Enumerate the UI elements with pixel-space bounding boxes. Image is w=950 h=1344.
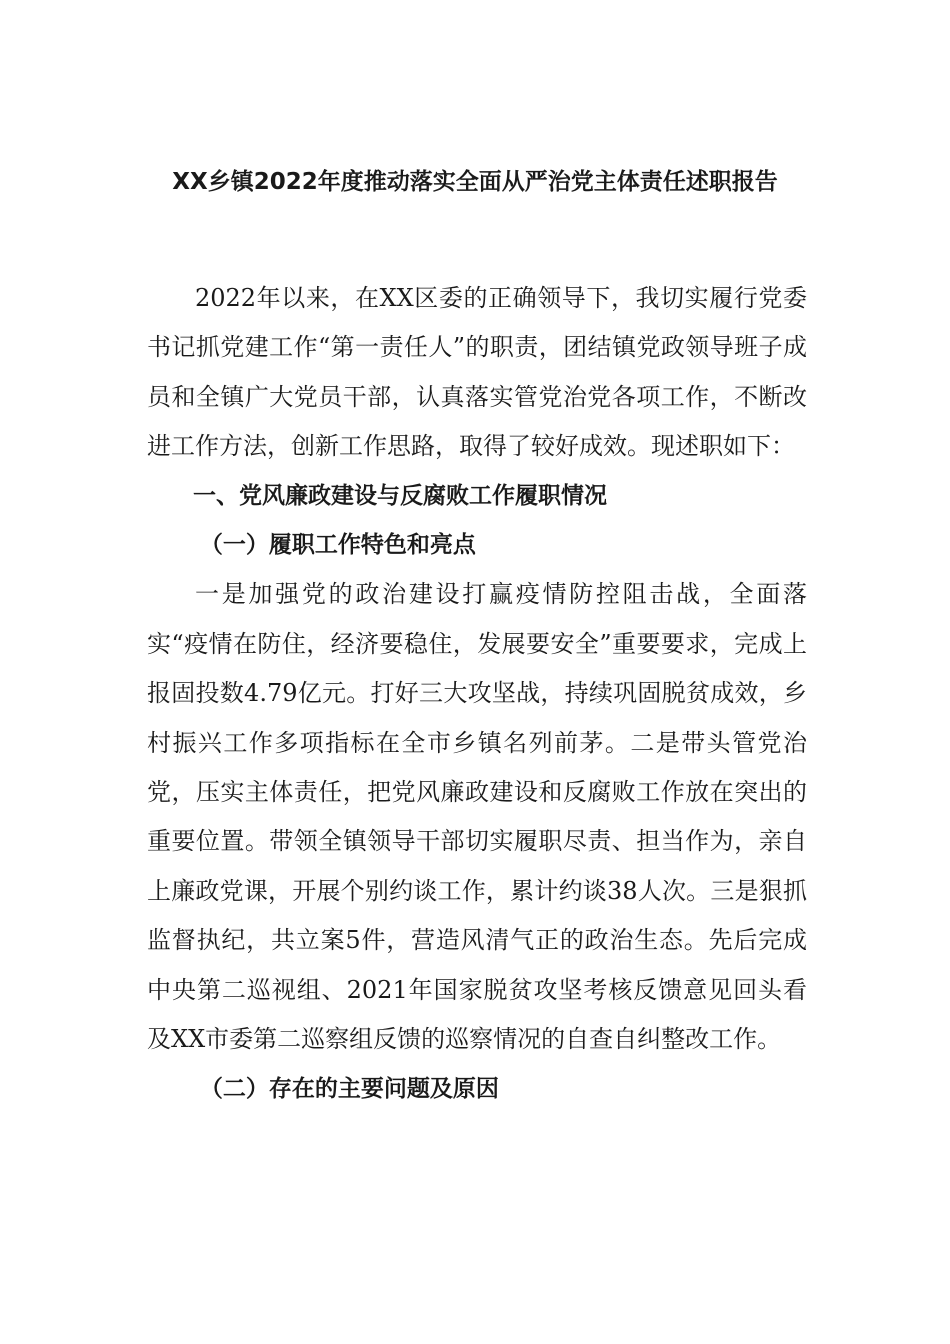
subsection-heading-2: （二）存在的主要问题及原因 — [199, 1075, 499, 1102]
section-heading-1: 一、党风廉政建设与反腐败工作履职情况 — [193, 482, 607, 509]
document-title: XX乡镇2022年度推动落实全面从严治党主体责任述职报告 — [172, 169, 778, 195]
document-body — [147, 274, 807, 1114]
intro-paragraph: 2022年以来，在XX区委的正确领导下，我切实履行党委书记抓党建工作“第一责任人”的职责，团结镇党政领导班子成员和全镇广大党员干部，认真落实管党治党各项工作，不断改进工作方法，创新工作思路，取得了较好成效。现述职如下： — [147, 284, 807, 461]
subsection-paragraph-1: 一是加强党的政治建设打赢疫情防控阻击战，全面落实“疫情在防住，经济要稳住，发展要安全”重要要求，完成上报固投数4.79亿元。打好三大攻坚战，持续巩固脱贫成效，乡村振兴工作多项指标在全市乡镇名列前茅。二是带头管党治党，压实主体责任，把党风廉政建设和反腐败工作放在突出的重要位置。带领全镇领导干部切实履职尽责、担当作为，亲自上廉政党课，开展个别约谈工作，累计约谈38人次。三是狠抓监督执纪，共立案5件，营造风清气正的政治生态。先后完成中央第二巡视组、2021年国家脱贫攻坚考核反馈意见回头看及XX市委第二巡察组反馈的巡察情况的自查自纠整改工作。 — [147, 580, 807, 1054]
subsection-heading-1: （一）履职工作特色和亮点 — [199, 532, 476, 559]
